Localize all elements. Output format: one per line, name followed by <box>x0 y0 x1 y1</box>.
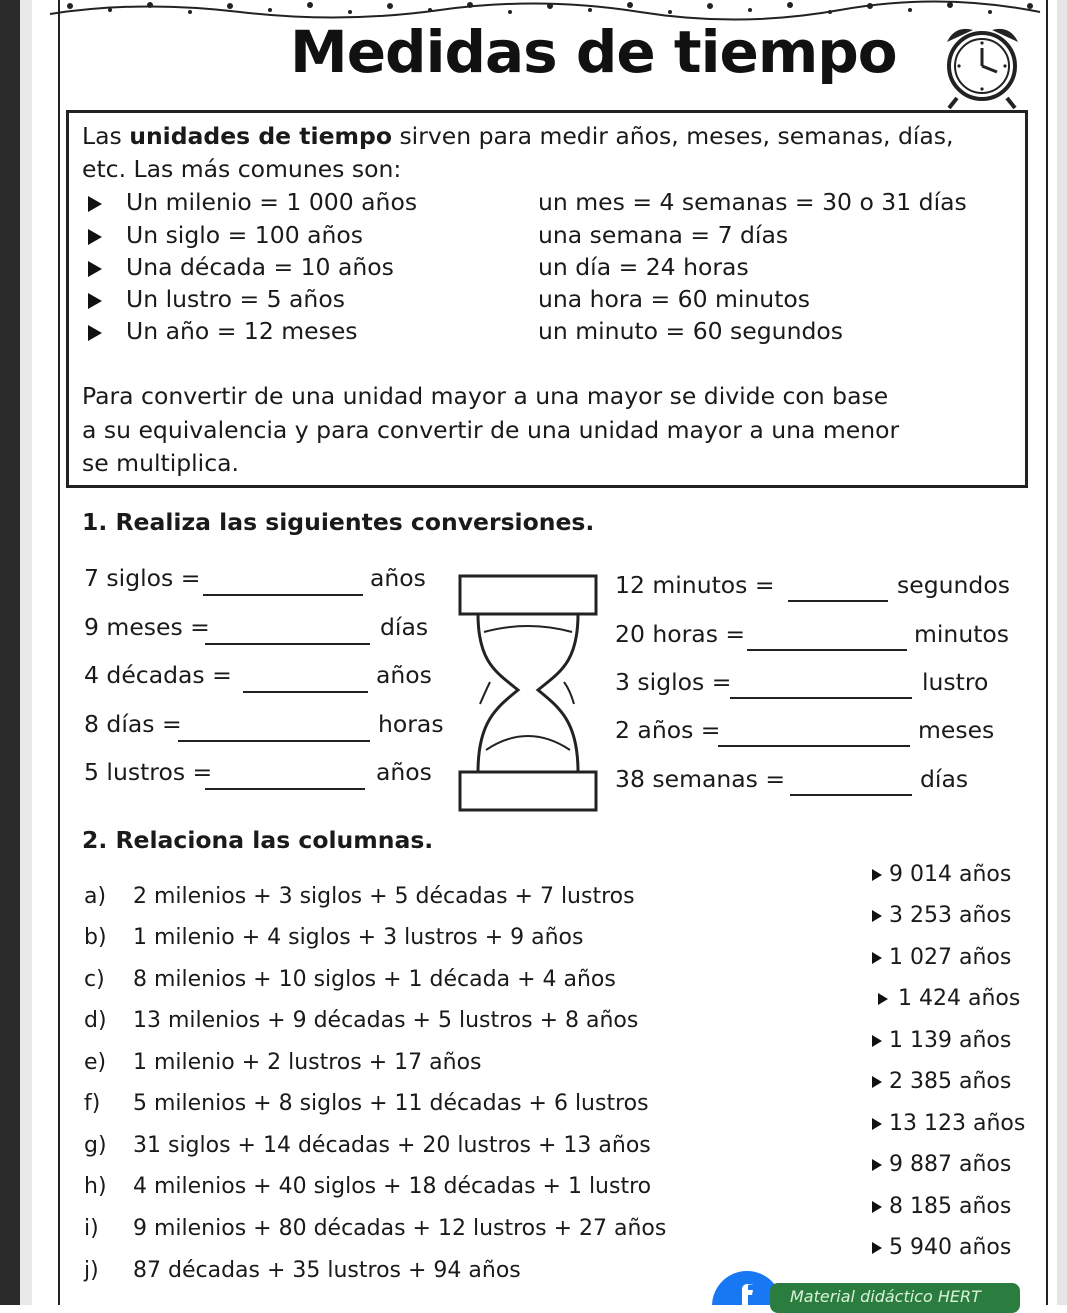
conversion-prompt: 20 horas = <box>615 620 746 648</box>
conversion-prompt: 12 minutos = <box>615 571 775 599</box>
bullet-arrow-icon <box>872 1035 882 1047</box>
equivalence-item: Un año = 12 meses <box>126 317 358 345</box>
match-answer: 1 424 años <box>898 986 1021 1011</box>
answer-blank[interactable] <box>178 740 370 742</box>
conversion-prompt: 3 siglos = <box>615 668 732 696</box>
equivalence-item: un minuto = 60 segundos <box>538 317 844 345</box>
conversion-unit: meses <box>918 716 995 744</box>
match-item-text: 9 milenios + 80 décadas + 12 lustros + 27 años <box>133 1216 667 1241</box>
match-item-letter: h) <box>84 1174 107 1199</box>
section-1-heading: 1. Realiza las siguientes conversiones. <box>82 508 595 536</box>
photo-edge-margin <box>20 0 32 1305</box>
conversion-unit: horas <box>378 710 444 738</box>
match-item-text: 31 siglos + 14 décadas + 20 lustros + 13 años <box>133 1133 651 1158</box>
match-item-text: 5 milenios + 8 siglos + 11 décadas + 6 lustros <box>133 1091 649 1116</box>
match-answer: 9 014 años <box>889 862 1012 887</box>
hourglass-icon <box>456 572 606 814</box>
answer-blank[interactable] <box>718 745 910 747</box>
conversion-unit: días <box>920 765 969 793</box>
match-item-text: 13 milenios + 9 décadas + 5 lustros + 8 años <box>133 1008 639 1033</box>
page-title: Medidas de tiempo <box>290 18 897 86</box>
bullet-arrow-icon <box>88 261 102 277</box>
conversion-unit: días <box>380 613 429 641</box>
bullet-arrow-icon <box>872 952 882 964</box>
footer-badge-text: Material didáctico HERT <box>790 1287 981 1306</box>
equivalence-item: un día = 24 horas <box>538 253 749 281</box>
answer-blank[interactable] <box>788 600 888 602</box>
bullet-arrow-icon <box>872 1159 882 1171</box>
bullet-arrow-icon <box>88 229 102 245</box>
match-answer: 3 253 años <box>889 903 1012 928</box>
match-answer: 8 185 años <box>889 1194 1012 1219</box>
match-item-letter: j) <box>84 1258 99 1283</box>
bullet-arrow-icon <box>872 1076 882 1088</box>
match-answer: 2 385 años <box>889 1069 1012 1094</box>
match-answer: 9 887 años <box>889 1152 1012 1177</box>
answer-blank[interactable] <box>747 649 907 651</box>
bullet-arrow-icon <box>872 1201 882 1213</box>
match-item-letter: d) <box>84 1008 107 1033</box>
match-item-text: 87 décadas + 35 lustros + 94 años <box>133 1258 521 1283</box>
answer-blank[interactable] <box>243 691 368 693</box>
answer-blank[interactable] <box>203 594 363 596</box>
conversion-prompt: 5 lustros = <box>84 758 213 786</box>
conversion-rule-line: a su equivalencia y para convertir de una unidad mayor a una menor <box>82 416 900 444</box>
equivalence-item: una semana = 7 días <box>538 221 789 249</box>
section-2-heading: 2. Relaciona las columnas. <box>82 826 434 854</box>
conversion-unit: segundos <box>897 571 1010 599</box>
intro-line-2: etc. Las más comunes son: <box>82 155 402 183</box>
answer-blank[interactable] <box>205 643 370 645</box>
match-item-letter: f) <box>84 1091 101 1116</box>
conversion-unit: años <box>370 564 426 592</box>
conversion-rule-line: Para convertir de una unidad mayor a una mayor se divide con base <box>82 382 889 410</box>
bullet-arrow-icon <box>878 993 888 1005</box>
bullet-arrow-icon <box>872 1118 882 1130</box>
intro-text-bold: unidades de tiempo <box>129 122 392 150</box>
equivalence-item: una hora = 60 minutos <box>538 285 811 313</box>
match-item-letter: e) <box>84 1050 107 1075</box>
bullet-arrow-icon <box>872 910 882 922</box>
equivalence-item: un mes = 4 semanas = 30 o 31 días <box>538 188 967 216</box>
match-item-text: 1 milenio + 4 siglos + 3 lustros + 9 años <box>133 925 584 950</box>
conversion-prompt: 2 años = <box>615 716 721 744</box>
conversion-prompt: 4 décadas = <box>84 661 232 689</box>
answer-blank[interactable] <box>730 697 912 699</box>
equivalence-item: Una década = 10 años <box>126 253 394 281</box>
match-item-letter: c) <box>84 967 105 992</box>
conversion-prompt: 9 meses = <box>84 613 210 641</box>
bullet-arrow-icon <box>88 293 102 309</box>
match-answer: 5 940 años <box>889 1235 1012 1260</box>
bullet-arrow-icon <box>872 1242 882 1254</box>
equivalence-item: Un milenio = 1 000 años <box>126 188 418 216</box>
conversion-unit: años <box>376 661 432 689</box>
photo-edge-left <box>0 0 20 1305</box>
intro-text-pre: Las <box>82 122 130 150</box>
match-answer: 1 027 años <box>889 945 1012 970</box>
conversion-prompt: 38 semanas = <box>615 765 786 793</box>
match-item-text: 1 milenio + 2 lustros + 17 años <box>133 1050 482 1075</box>
match-item-letter: i) <box>84 1216 99 1241</box>
conversion-unit: minutos <box>914 620 1010 648</box>
match-answer: 13 123 años <box>889 1111 1026 1136</box>
conversion-prompt: 7 siglos = <box>84 564 201 592</box>
equivalence-item: Un siglo = 100 años <box>126 221 364 249</box>
match-item-letter: b) <box>84 925 107 950</box>
bullet-arrow-icon <box>88 325 102 341</box>
conversion-prompt: 8 días = <box>84 710 182 738</box>
match-item-letter: g) <box>84 1133 107 1158</box>
photo-edge-right <box>1057 0 1067 1305</box>
match-item-text: 8 milenios + 10 siglos + 1 década + 4 años <box>133 967 616 992</box>
intro-line-1 <box>82 122 954 150</box>
conversion-rule-line: se multiplica. <box>82 449 239 477</box>
bullet-arrow-icon <box>88 196 102 212</box>
conversion-unit: lustro <box>922 668 989 696</box>
match-item-text: 2 milenios + 3 siglos + 5 décadas + 7 lustros <box>133 884 635 909</box>
alarm-clock-icon <box>935 20 1030 110</box>
conversion-unit: años <box>376 758 432 786</box>
match-item-text: 4 milenios + 40 siglos + 18 décadas + 1 lustro <box>133 1174 652 1199</box>
intro-text-post: sirven para medir años, meses, semanas, días, <box>391 122 954 150</box>
match-item-letter: a) <box>84 884 107 909</box>
equivalence-item: Un lustro = 5 años <box>126 285 345 313</box>
answer-blank[interactable] <box>205 788 365 790</box>
match-answer: 1 139 años <box>889 1028 1012 1053</box>
bullet-arrow-icon <box>872 869 882 881</box>
answer-blank[interactable] <box>790 794 912 796</box>
